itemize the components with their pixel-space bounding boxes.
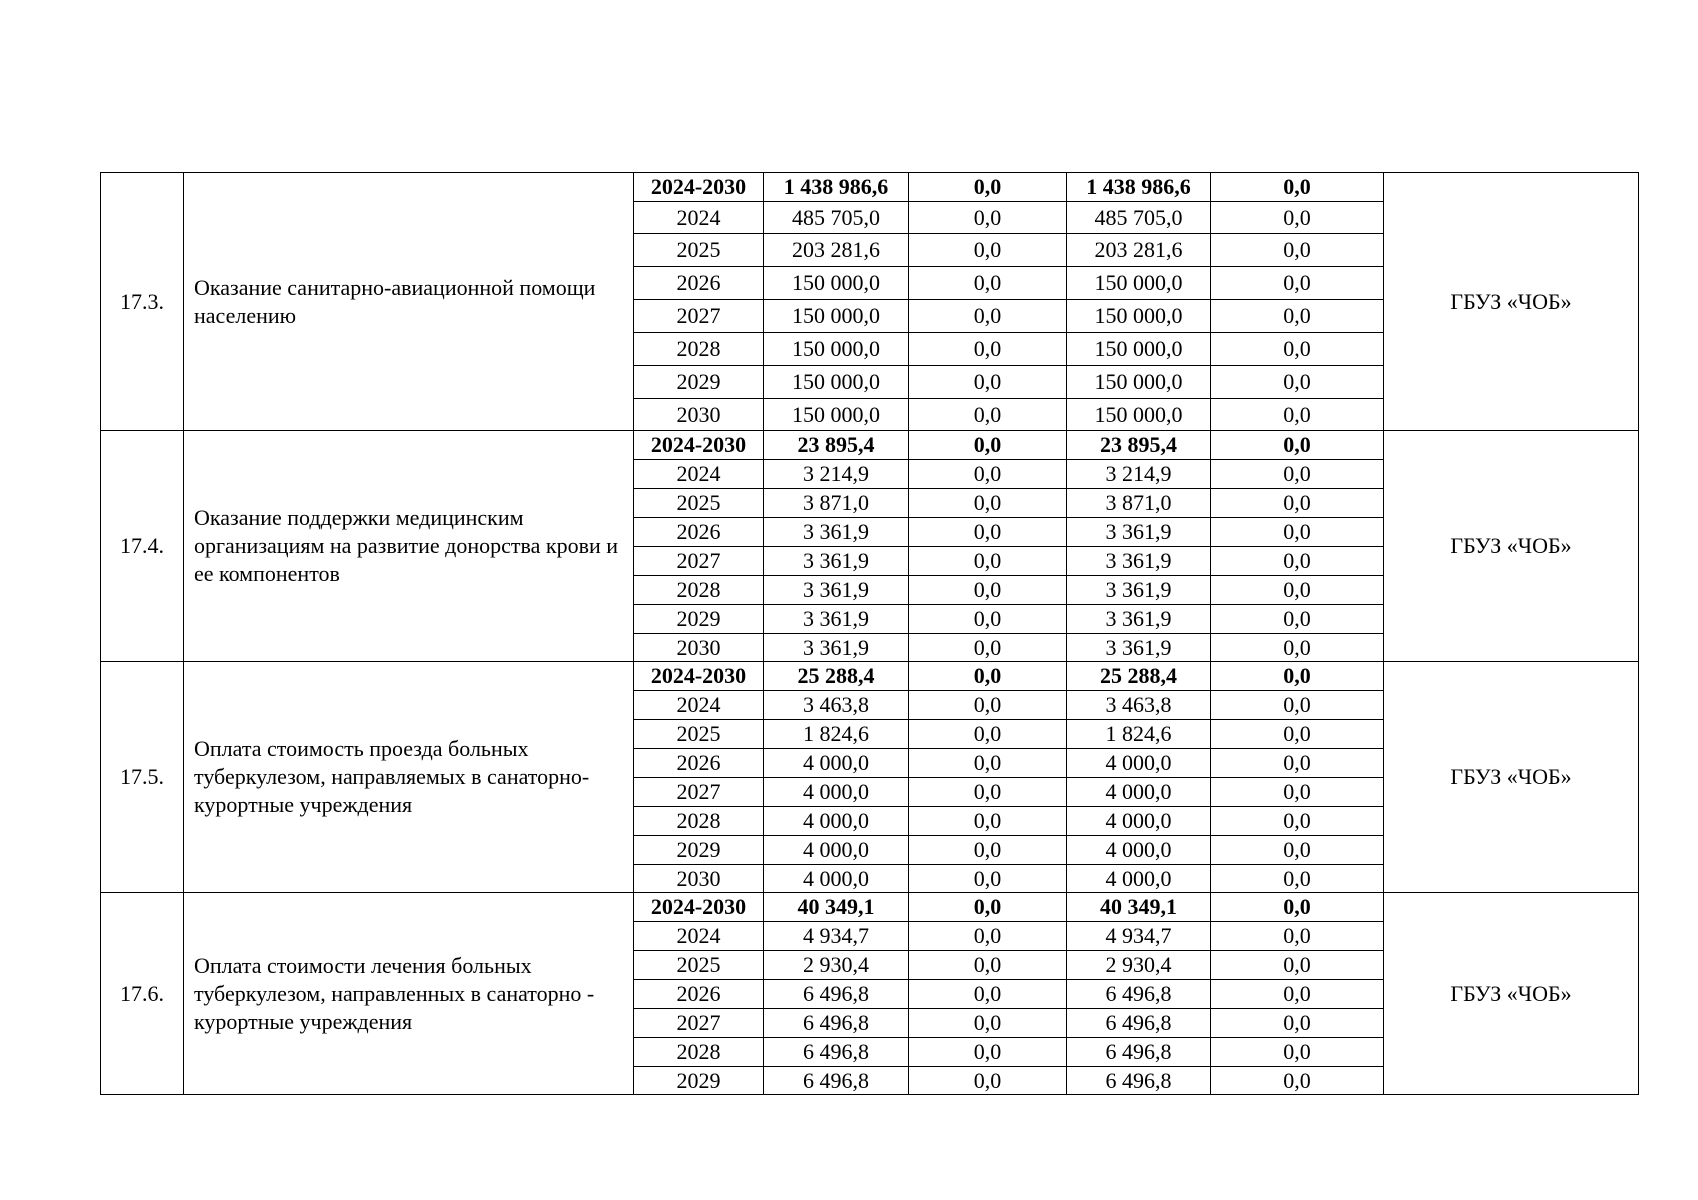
federal-cell: 0,0 bbox=[909, 1067, 1067, 1095]
federal-cell: 0,0 bbox=[909, 300, 1067, 333]
other-cell: 0,0 bbox=[1211, 547, 1384, 576]
total-cell: 6 496,8 bbox=[764, 1038, 909, 1067]
table-row-total bbox=[101, 662, 1639, 691]
period-cell: 2030 bbox=[634, 399, 764, 431]
regional-cell: 25 288,4 bbox=[1067, 662, 1211, 691]
federal-cell: 0,0 bbox=[909, 173, 1067, 202]
item-description: Оплата стоимости лечения больных туберкулезом, направленных в санаторно - курортные учреждения bbox=[184, 893, 634, 1095]
total-cell: 150 000,0 bbox=[764, 300, 909, 333]
total-cell: 25 288,4 bbox=[764, 662, 909, 691]
federal-cell: 0,0 bbox=[909, 547, 1067, 576]
regional-cell: 6 496,8 bbox=[1067, 1038, 1211, 1067]
federal-cell: 0,0 bbox=[909, 720, 1067, 749]
other-cell: 0,0 bbox=[1211, 431, 1384, 460]
total-cell: 3 871,0 bbox=[764, 489, 909, 518]
regional-cell: 150 000,0 bbox=[1067, 399, 1211, 431]
period-cell: 2025 bbox=[634, 951, 764, 980]
item-description: Оплата стоимость проезда больных туберкулезом, направляемых в санаторно-курортные учреждения bbox=[184, 662, 634, 893]
regional-cell: 3 463,8 bbox=[1067, 691, 1211, 720]
other-cell: 0,0 bbox=[1211, 1009, 1384, 1038]
regional-cell: 40 349,1 bbox=[1067, 893, 1211, 922]
other-cell: 0,0 bbox=[1211, 1067, 1384, 1095]
federal-cell: 0,0 bbox=[909, 778, 1067, 807]
period-cell: 2027 bbox=[634, 300, 764, 333]
period-cell: 2026 bbox=[634, 518, 764, 547]
regional-cell: 3 361,9 bbox=[1067, 605, 1211, 634]
federal-cell: 0,0 bbox=[909, 399, 1067, 431]
total-cell: 150 000,0 bbox=[764, 333, 909, 366]
period-cell: 2028 bbox=[634, 807, 764, 836]
total-cell: 3 214,9 bbox=[764, 460, 909, 489]
regional-cell: 3 214,9 bbox=[1067, 460, 1211, 489]
other-cell: 0,0 bbox=[1211, 300, 1384, 333]
federal-cell: 0,0 bbox=[909, 836, 1067, 865]
period-cell: 2030 bbox=[634, 865, 764, 893]
total-cell: 203 281,6 bbox=[764, 234, 909, 267]
total-cell: 1 824,6 bbox=[764, 720, 909, 749]
regional-cell: 23 895,4 bbox=[1067, 431, 1211, 460]
other-cell: 0,0 bbox=[1211, 202, 1384, 234]
federal-cell: 0,0 bbox=[909, 951, 1067, 980]
table-row-total bbox=[101, 173, 1639, 202]
regional-cell: 3 361,9 bbox=[1067, 547, 1211, 576]
regional-cell: 4 934,7 bbox=[1067, 922, 1211, 951]
total-cell: 3 361,9 bbox=[764, 576, 909, 605]
other-cell: 0,0 bbox=[1211, 173, 1384, 202]
period-cell: 2026 bbox=[634, 980, 764, 1009]
item-description: Оказание санитарно-авиационной помощи населению bbox=[184, 173, 634, 431]
other-cell: 0,0 bbox=[1211, 460, 1384, 489]
other-cell: 0,0 bbox=[1211, 691, 1384, 720]
executor-cell: ГБУЗ «ЧОБ» bbox=[1384, 662, 1639, 893]
period-cell: 2024 bbox=[634, 691, 764, 720]
other-cell: 0,0 bbox=[1211, 865, 1384, 893]
other-cell: 0,0 bbox=[1211, 234, 1384, 267]
federal-cell: 0,0 bbox=[909, 893, 1067, 922]
total-cell: 3 361,9 bbox=[764, 634, 909, 662]
other-cell: 0,0 bbox=[1211, 267, 1384, 300]
other-cell: 0,0 bbox=[1211, 399, 1384, 431]
regional-cell: 3 361,9 bbox=[1067, 634, 1211, 662]
regional-cell: 203 281,6 bbox=[1067, 234, 1211, 267]
other-cell: 0,0 bbox=[1211, 807, 1384, 836]
period-cell: 2025 bbox=[634, 489, 764, 518]
period-cell: 2024-2030 bbox=[634, 662, 764, 691]
item-number: 17.6. bbox=[101, 893, 184, 1095]
regional-cell: 485 705,0 bbox=[1067, 202, 1211, 234]
regional-cell: 3 871,0 bbox=[1067, 489, 1211, 518]
other-cell: 0,0 bbox=[1211, 922, 1384, 951]
federal-cell: 0,0 bbox=[909, 234, 1067, 267]
regional-cell: 4 000,0 bbox=[1067, 778, 1211, 807]
table-row-total bbox=[101, 893, 1639, 922]
table-body bbox=[101, 173, 1639, 1095]
federal-cell: 0,0 bbox=[909, 489, 1067, 518]
total-cell: 3 361,9 bbox=[764, 547, 909, 576]
period-cell: 2027 bbox=[634, 547, 764, 576]
total-cell: 4 000,0 bbox=[764, 807, 909, 836]
executor-cell: ГБУЗ «ЧОБ» bbox=[1384, 173, 1639, 431]
other-cell: 0,0 bbox=[1211, 489, 1384, 518]
period-cell: 2026 bbox=[634, 749, 764, 778]
item-number: 17.4. bbox=[101, 431, 184, 662]
period-cell: 2024-2030 bbox=[634, 431, 764, 460]
total-cell: 150 000,0 bbox=[764, 399, 909, 431]
federal-cell: 0,0 bbox=[909, 202, 1067, 234]
federal-cell: 0,0 bbox=[909, 267, 1067, 300]
federal-cell: 0,0 bbox=[909, 691, 1067, 720]
funding-table bbox=[100, 172, 1639, 1095]
federal-cell: 0,0 bbox=[909, 634, 1067, 662]
regional-cell: 4 000,0 bbox=[1067, 865, 1211, 893]
federal-cell: 0,0 bbox=[909, 576, 1067, 605]
period-cell: 2029 bbox=[634, 366, 764, 399]
other-cell: 0,0 bbox=[1211, 333, 1384, 366]
regional-cell: 150 000,0 bbox=[1067, 366, 1211, 399]
total-cell: 23 895,4 bbox=[764, 431, 909, 460]
federal-cell: 0,0 bbox=[909, 807, 1067, 836]
regional-cell: 150 000,0 bbox=[1067, 267, 1211, 300]
item-number: 17.5. bbox=[101, 662, 184, 893]
other-cell: 0,0 bbox=[1211, 662, 1384, 691]
period-cell: 2024-2030 bbox=[634, 173, 764, 202]
total-cell: 3 361,9 bbox=[764, 518, 909, 547]
total-cell: 485 705,0 bbox=[764, 202, 909, 234]
total-cell: 4 000,0 bbox=[764, 865, 909, 893]
other-cell: 0,0 bbox=[1211, 951, 1384, 980]
period-cell: 2025 bbox=[634, 234, 764, 267]
regional-cell: 4 000,0 bbox=[1067, 749, 1211, 778]
federal-cell: 0,0 bbox=[909, 366, 1067, 399]
other-cell: 0,0 bbox=[1211, 893, 1384, 922]
other-cell: 0,0 bbox=[1211, 518, 1384, 547]
other-cell: 0,0 bbox=[1211, 576, 1384, 605]
period-cell: 2027 bbox=[634, 778, 764, 807]
period-cell: 2029 bbox=[634, 605, 764, 634]
total-cell: 40 349,1 bbox=[764, 893, 909, 922]
item-description: Оказание поддержки медицинским организациям на развитие донорства крови и ее компонентов bbox=[184, 431, 634, 662]
total-cell: 150 000,0 bbox=[764, 366, 909, 399]
federal-cell: 0,0 bbox=[909, 749, 1067, 778]
regional-cell: 6 496,8 bbox=[1067, 1067, 1211, 1095]
period-cell: 2024 bbox=[634, 460, 764, 489]
period-cell: 2026 bbox=[634, 267, 764, 300]
total-cell: 6 496,8 bbox=[764, 980, 909, 1009]
table-row-total bbox=[101, 431, 1639, 460]
regional-cell: 150 000,0 bbox=[1067, 333, 1211, 366]
period-cell: 2028 bbox=[634, 1038, 764, 1067]
executor-cell: ГБУЗ «ЧОБ» bbox=[1384, 431, 1639, 662]
total-cell: 4 000,0 bbox=[764, 749, 909, 778]
other-cell: 0,0 bbox=[1211, 605, 1384, 634]
federal-cell: 0,0 bbox=[909, 1038, 1067, 1067]
item-number: 17.3. bbox=[101, 173, 184, 431]
total-cell: 4 934,7 bbox=[764, 922, 909, 951]
other-cell: 0,0 bbox=[1211, 836, 1384, 865]
federal-cell: 0,0 bbox=[909, 865, 1067, 893]
regional-cell: 1 824,6 bbox=[1067, 720, 1211, 749]
period-cell: 2029 bbox=[634, 1067, 764, 1095]
federal-cell: 0,0 bbox=[909, 605, 1067, 634]
other-cell: 0,0 bbox=[1211, 720, 1384, 749]
period-cell: 2029 bbox=[634, 836, 764, 865]
federal-cell: 0,0 bbox=[909, 1009, 1067, 1038]
total-cell: 3 361,9 bbox=[764, 605, 909, 634]
total-cell: 150 000,0 bbox=[764, 267, 909, 300]
period-cell: 2024 bbox=[634, 922, 764, 951]
total-cell: 6 496,8 bbox=[764, 1009, 909, 1038]
total-cell: 3 463,8 bbox=[764, 691, 909, 720]
regional-cell: 1 438 986,6 bbox=[1067, 173, 1211, 202]
total-cell: 4 000,0 bbox=[764, 836, 909, 865]
regional-cell: 150 000,0 bbox=[1067, 300, 1211, 333]
period-cell: 2025 bbox=[634, 720, 764, 749]
total-cell: 6 496,8 bbox=[764, 1067, 909, 1095]
regional-cell: 3 361,9 bbox=[1067, 576, 1211, 605]
period-cell: 2028 bbox=[634, 333, 764, 366]
federal-cell: 0,0 bbox=[909, 431, 1067, 460]
other-cell: 0,0 bbox=[1211, 1038, 1384, 1067]
federal-cell: 0,0 bbox=[909, 333, 1067, 366]
regional-cell: 2 930,4 bbox=[1067, 951, 1211, 980]
other-cell: 0,0 bbox=[1211, 778, 1384, 807]
federal-cell: 0,0 bbox=[909, 518, 1067, 547]
total-cell: 1 438 986,6 bbox=[764, 173, 909, 202]
period-cell: 2028 bbox=[634, 576, 764, 605]
period-cell: 2027 bbox=[634, 1009, 764, 1038]
total-cell: 2 930,4 bbox=[764, 951, 909, 980]
federal-cell: 0,0 bbox=[909, 922, 1067, 951]
regional-cell: 3 361,9 bbox=[1067, 518, 1211, 547]
period-cell: 2024 bbox=[634, 202, 764, 234]
federal-cell: 0,0 bbox=[909, 662, 1067, 691]
other-cell: 0,0 bbox=[1211, 634, 1384, 662]
period-cell: 2030 bbox=[634, 634, 764, 662]
regional-cell: 4 000,0 bbox=[1067, 836, 1211, 865]
total-cell: 4 000,0 bbox=[764, 778, 909, 807]
executor-cell: ГБУЗ «ЧОБ» bbox=[1384, 893, 1639, 1095]
federal-cell: 0,0 bbox=[909, 460, 1067, 489]
other-cell: 0,0 bbox=[1211, 980, 1384, 1009]
regional-cell: 4 000,0 bbox=[1067, 807, 1211, 836]
regional-cell: 6 496,8 bbox=[1067, 1009, 1211, 1038]
federal-cell: 0,0 bbox=[909, 980, 1067, 1009]
period-cell: 2024-2030 bbox=[634, 893, 764, 922]
other-cell: 0,0 bbox=[1211, 749, 1384, 778]
regional-cell: 6 496,8 bbox=[1067, 980, 1211, 1009]
other-cell: 0,0 bbox=[1211, 366, 1384, 399]
